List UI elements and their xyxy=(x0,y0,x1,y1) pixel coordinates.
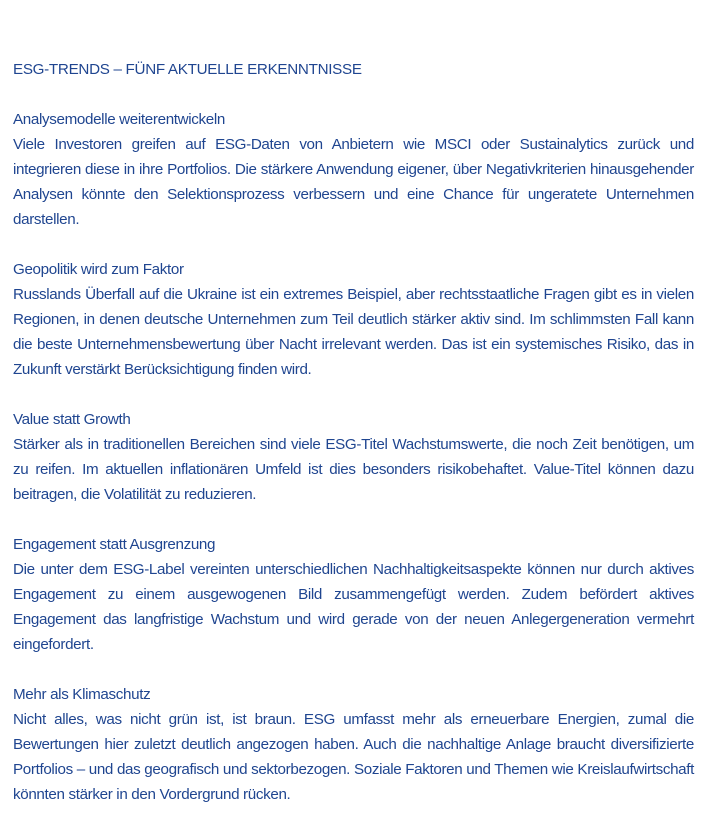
section-analysemodelle xyxy=(13,107,694,232)
section-heading: Value statt Growth xyxy=(13,411,131,428)
section-engagement xyxy=(13,532,694,657)
section-body: Viele Investoren greifen auf ESG-Daten von Anbietern wie MSCI oder Sustainalytics zurück und integrieren diese in ihre Portfolios. Die stärkere Anwendung eigener, über Negativkriterien hinausgehender Analysen könnte den Selektionsprozess verbessern und eine Chance für ungeratete Unternehmen darstellen. xyxy=(13,136,694,228)
section-heading: Geopolitik wird zum Faktor xyxy=(13,261,184,278)
document xyxy=(13,57,694,832)
section-body: Russlands Überfall auf die Ukraine ist ein extremes Beispiel, aber rechtsstaatliche Fragen gibt es in vielen Regionen, in denen deutsche Unternehmen zum Teil deutlich stärker aktiv sind. Im schlimmsten Fall kann die beste Unternehmensbewertung über Nacht irrelevant werden. Das ist ein systemisches Risiko, das in Zukunft verstärkt Berücksichtigung finden wird. xyxy=(13,286,694,378)
section-heading: Engagement statt Ausgrenzung xyxy=(13,536,216,553)
section-body: Stärker als in traditionellen Bereichen sind viele ESG-Titel Wachstumswerte, die noch Zeit benötigen, um zu reifen. Im aktuellen inflationären Umfeld ist dies besonders risikobehaftet. Value-Titel können dazu beitragen, die Volatilität zu reduzieren. xyxy=(13,436,694,503)
document-title: ESG-TRENDS – FÜNF AKTUELLE ERKENNTNISSE xyxy=(13,61,362,78)
section-body: Die unter dem ESG-Label vereinten unterschiedlichen Nachhaltigkeitsaspekte können nur durch aktives Engagement zu einem ausgewogenen Bild zusammengefügt werden. Zudem befördert aktives Engagement das langfristige Wachstum und wird gerade von der neuen Anlegergeneration vermehrt eingefordert. xyxy=(13,561,694,653)
section-geopolitik xyxy=(13,257,694,382)
section-body: Nicht alles, was nicht grün ist, ist braun. ESG umfasst mehr als erneuerbare Energien, zumal die Bewertungen hier zuletzt deutlich angezogen haben. Auch die nachhaltige Anlage braucht diversifizierte Portfolios – und das geografisch und sektorbezogen. Soziale Faktoren und Themen wie Kreislaufwirtschaft könnten stärker in den Vordergrund rücken. xyxy=(13,711,694,803)
section-value-statt-growth xyxy=(13,407,694,507)
section-klimaschutz xyxy=(13,682,694,807)
section-heading: Mehr als Klimaschutz xyxy=(13,686,151,703)
section-heading: Analysemodelle weiterentwickeln xyxy=(13,111,226,128)
